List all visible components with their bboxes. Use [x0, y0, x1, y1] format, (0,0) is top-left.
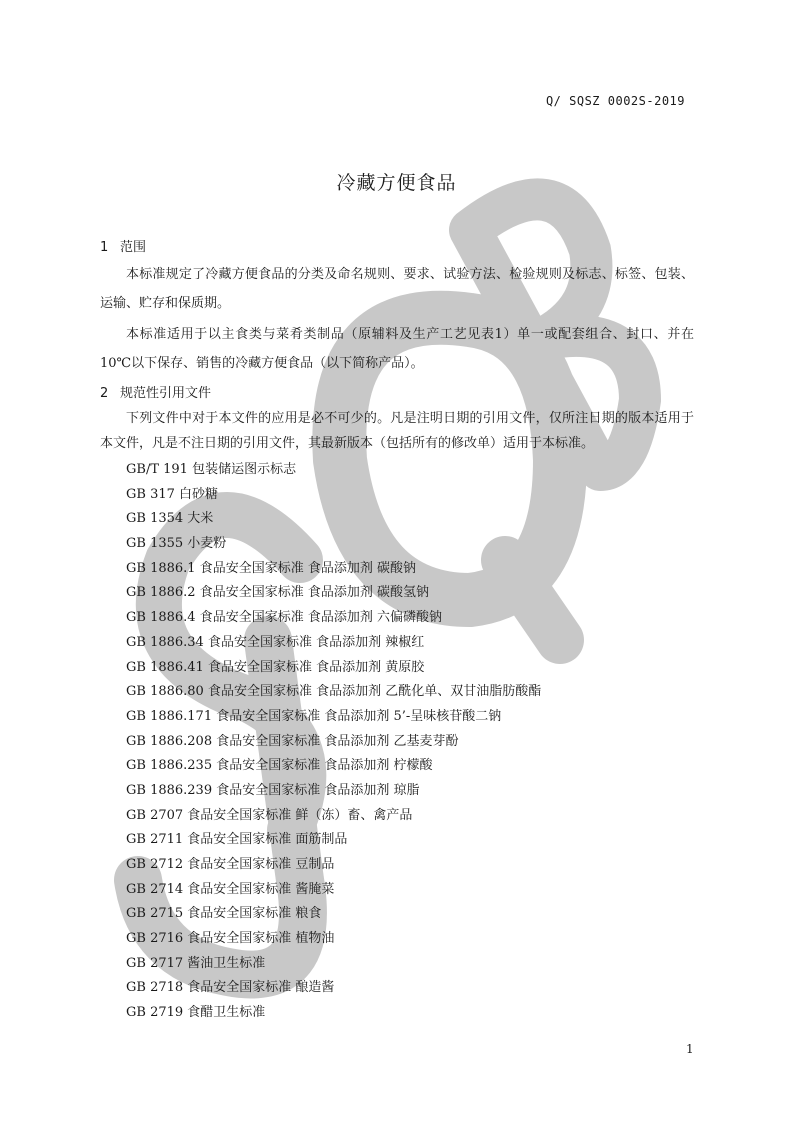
reference-item: GB 317 白砂糖	[126, 486, 219, 502]
reference-item: GB 1886.208 食品安全国家标准 食品添加剂 乙基麦芽酚	[126, 733, 459, 749]
reference-item: GB 1886.34 食品安全国家标准 食品添加剂 辣椒红	[126, 634, 425, 650]
reference-item: GB 1354 大米	[126, 511, 214, 527]
paragraph-text: 本标准规定了冷藏方便食品的分类及命名规则、要求、试验方法、检验规则及标志、标签、包装、运输、贮存和保质期。	[100, 267, 694, 311]
section-normative-references	[100, 382, 694, 1026]
reference-item: GB/T 191 包装储运图示标志	[126, 462, 297, 477]
document-body	[100, 236, 694, 1026]
reference-item: GB 2718 食品安全国家标准 酿造酱	[126, 980, 335, 996]
paragraph	[100, 320, 694, 378]
section-scope	[100, 236, 694, 378]
document-code: Q/ SQSZ 0002S-2019	[545, 94, 685, 108]
reference-list	[100, 458, 694, 1026]
reference-item: GB 2707 食品安全国家标准 鲜（冻）畜、禽产品	[126, 807, 413, 823]
reference-item: GB 1886.41 食品安全国家标准 食品添加剂 黄原胶	[126, 659, 425, 675]
reference-item: GB 1886.4 食品安全国家标准 食品添加剂 六偏磷酸钠	[126, 610, 442, 626]
page-number: 1	[686, 1042, 694, 1056]
reference-item: GB 2716 食品安全国家标准 植物油	[126, 931, 335, 947]
section-title: 规范性引用文件	[120, 386, 212, 401]
section-number: 2	[100, 386, 109, 401]
section-number: 1	[100, 240, 109, 255]
paragraph	[100, 406, 694, 456]
reference-item: GB 1355 小麦粉	[126, 536, 227, 552]
section-heading	[100, 382, 694, 406]
reference-item: GB 2719 食醋卫生标准	[126, 1005, 266, 1021]
reference-item: GB 2711 食品安全国家标准 面筋制品	[126, 832, 348, 848]
section-title: 范围	[120, 240, 147, 255]
section-heading	[100, 236, 694, 260]
reference-item: GB 2712 食品安全国家标准 豆制品	[126, 857, 335, 872]
reference-item: GB 2714 食品安全国家标准 酱腌菜	[126, 881, 335, 897]
reference-item: GB 2717 酱油卫生标准	[126, 955, 266, 971]
paragraph-text: 下列文件中对于本文件的应用是必不可少的。凡是注明日期的引用文件，仅所注日期的版本适用于本文件，凡是不注日期的引用文件，其最新版本（包括所有的修改单）适用于本标准。	[100, 411, 694, 451]
reference-item: GB 1886.171 食品安全国家标准 食品添加剂 5’-呈味核苷酸二钠	[126, 708, 502, 724]
reference-item: GB 1886.1 食品安全国家标准 食品添加剂 碳酸钠	[126, 560, 416, 576]
reference-item: GB 1886.2 食品安全国家标准 食品添加剂 碳酸氢钠	[126, 585, 429, 601]
reference-item: GB 2715 食品安全国家标准 粮食	[126, 906, 322, 922]
reference-item: GB 1886.80 食品安全国家标准 食品添加剂 乙酰化单、双甘油脂肪酸酯	[126, 684, 542, 700]
paragraph-text: 本标准适用于以主食类与菜肴类制品（原辅料及生产工艺见表1）单一或配套组合、封口、并在10℃以下保存、销售的冷藏方便食品（以下简称产品）。	[100, 327, 694, 371]
reference-item: GB 1886.235 食品安全国家标准 食品添加剂 柠檬酸	[126, 758, 433, 774]
paragraph	[100, 260, 694, 318]
reference-item: GB 1886.239 食品安全国家标准 食品添加剂 琼脂	[126, 782, 420, 798]
document-title: 冷藏方便食品	[336, 172, 457, 194]
